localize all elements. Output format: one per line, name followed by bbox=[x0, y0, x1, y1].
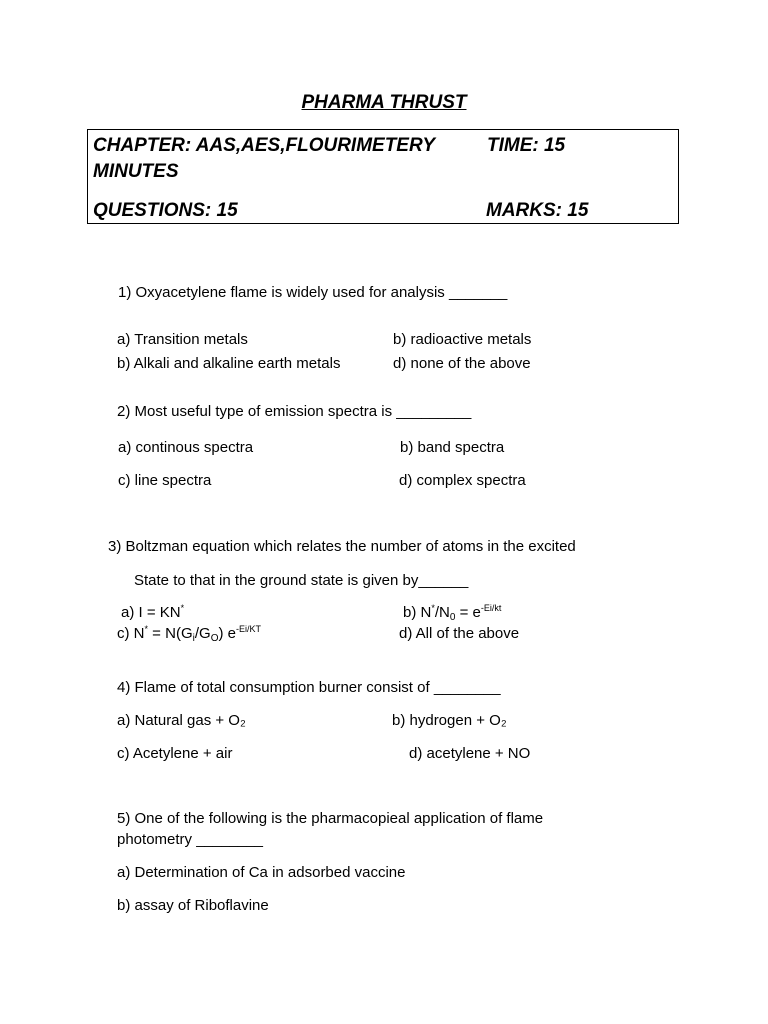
question-3-continued: State to that in the ground state is given by______ bbox=[134, 572, 469, 589]
page-title: PHARMA THRUST bbox=[301, 92, 467, 113]
question-2: 2) Most useful type of emission spectra is _________ bbox=[117, 403, 472, 420]
q3-option-a: a) I = KN* bbox=[121, 603, 185, 621]
q1-option-d: d) none of the above bbox=[393, 355, 531, 372]
q3-option-d: d) All of the above bbox=[399, 625, 520, 642]
q1-option-c: b) Alkali and alkaline earth metals bbox=[117, 355, 341, 372]
question-1: 1) Oxyacetylene flame is widely used for analysis _______ bbox=[118, 284, 508, 301]
minutes-label: MINUTES bbox=[93, 161, 179, 182]
question-5-continued: photometry ________ bbox=[117, 831, 263, 848]
q2-option-d: d) complex spectra bbox=[399, 472, 526, 489]
q4-option-c: c) Acetylene + air bbox=[117, 745, 233, 762]
q2-option-c: c) line spectra bbox=[118, 472, 212, 489]
q2-option-a: a) continous spectra bbox=[118, 439, 254, 456]
q3-option-b: b) $N^*/N_0 = e^{-Ei/kt}$ bbox=[403, 603, 502, 623]
q1-option-b: b) radioactive metals bbox=[393, 331, 532, 348]
question-3: 3) Boltzman equation which relates the number of atoms in the excited bbox=[108, 538, 576, 555]
time-label: TIME: 15 bbox=[487, 135, 566, 156]
chapter-label: CHAPTER: AAS,AES,FLOURIMETERY bbox=[93, 135, 436, 156]
q5-option-b: b) assay of Riboflavine bbox=[117, 897, 269, 914]
q1-option-a: a) Transition metals bbox=[117, 331, 248, 348]
q4-option-d: d) acetylene + NO bbox=[409, 745, 531, 762]
marks-label: MARKS: 15 bbox=[486, 200, 589, 221]
q3-option-c: c) $N^* = N(G_i/G_O)$ $e^{-Ei/KT}$ bbox=[117, 624, 261, 644]
question-4: 4) Flame of total consumption burner consist of ________ bbox=[117, 679, 501, 696]
q5-option-a: a) Determination of Ca in adsorbed vaccine bbox=[117, 864, 406, 881]
question-5: 5) One of the following is the pharmacopieal application of flame bbox=[117, 810, 544, 827]
questions-label: QUESTIONS: 15 bbox=[93, 200, 238, 221]
q2-option-b: b) band spectra bbox=[400, 439, 505, 456]
q4-option-a: a) Natural gas + O₂ bbox=[117, 712, 246, 729]
q4-option-b: b) hydrogen + O₂ bbox=[392, 712, 507, 729]
